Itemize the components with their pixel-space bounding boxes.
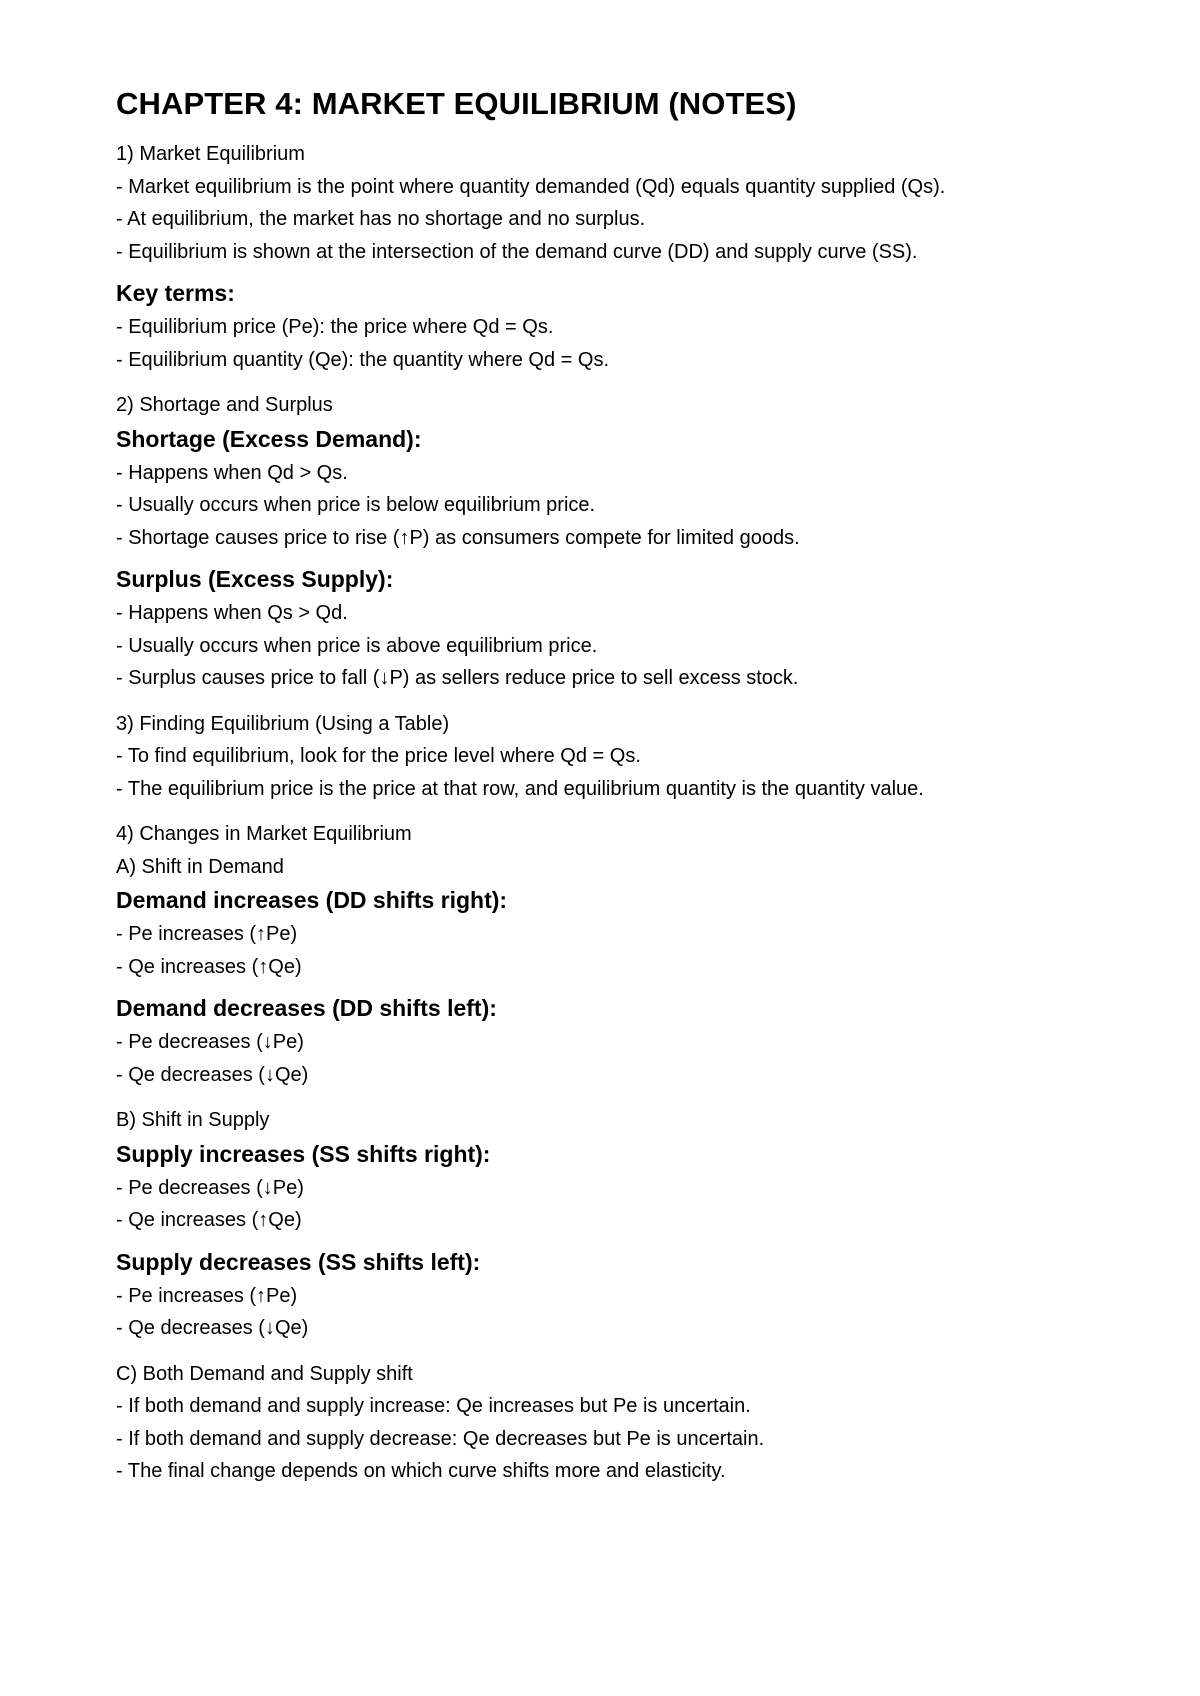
section-heading: 1) Market Equilibrium [116, 143, 305, 165]
subheading-surplus: Surplus (Excess Supply): [116, 566, 394, 592]
note-line: - The final change depends on which curve shifts more and elasticity. [116, 1460, 726, 1482]
note-line: - Qe increases (↑Qe) [116, 1209, 302, 1231]
note-line: - Pe increases (↑Pe) [116, 1284, 298, 1307]
note-line: - Shortage causes price to rise (↑P) as consumers compete for limited goods. [116, 526, 800, 549]
note-line: - Surplus causes price to fall (↓P) as sellers reduce price to sell excess stock. [116, 667, 799, 689]
subheading-demand-increases: Demand increases (DD shifts right): [116, 887, 508, 913]
page-title: CHAPTER 4: MARKET EQUILIBRIUM (NOTES) [116, 86, 797, 121]
note-line: - Qe decreases (↓Qe) [116, 1317, 309, 1339]
note-line: - Qe decreases (↓Qe) [116, 1063, 309, 1086]
note-line: - Equilibrium is shown at the intersection of the demand curve (DD) and supply curve (SS). [116, 240, 918, 263]
section-heading: 4) Changes in Market Equilibrium [116, 823, 412, 845]
note-line: - Usually occurs when price is below equilibrium price. [116, 494, 596, 516]
note-line: - Pe increases (↑Pe) [116, 923, 298, 945]
section-heading: 3) Finding Equilibrium (Using a Table) [116, 712, 450, 735]
subheading-supply-increases: Supply increases (SS shifts right): [116, 1140, 491, 1167]
sub-section-heading: C) Both Demand and Supply shift [116, 1362, 413, 1385]
note-line: - Equilibrium quantity (Qe): the quantity where Qd = Qs. [116, 348, 609, 371]
sub-section-heading: A) Shift in Demand [116, 855, 284, 878]
note-line: - Usually occurs when price is above equilibrium price. [116, 634, 598, 657]
note-line: - Happens when Qd > Qs. [116, 461, 348, 484]
note-line: - To find equilibrium, look for the price level where Qd = Qs. [116, 745, 641, 767]
note-line: - Equilibrium price (Pe): the price where Qd = Qs. [116, 316, 554, 338]
note-line: - Market equilibrium is the point where quantity demanded (Qd) equals quantity supplied (Qs). [116, 175, 946, 198]
note-line: - Qe increases (↑Qe) [116, 955, 302, 978]
note-line: - Pe decreases (↓Pe) [116, 1031, 304, 1053]
note-line: - At equilibrium, the market has no shortage and no surplus. [116, 208, 646, 230]
section-heading: 2) Shortage and Surplus [116, 394, 333, 416]
note-line: - If both demand and supply increase: Qe increases but Pe is uncertain. [116, 1395, 751, 1417]
subheading-demand-decreases: Demand decreases (DD shifts left): [116, 995, 497, 1021]
sub-section-heading: B) Shift in Supply [116, 1109, 270, 1131]
note-line: - Pe decreases (↓Pe) [116, 1176, 304, 1199]
document-page [116, 82, 1116, 1488]
note-line: - The equilibrium price is the price at that row, and equilibrium quantity is the quantity value. [116, 777, 924, 800]
subheading-supply-decreases: Supply decreases (SS shifts left): [116, 1248, 481, 1275]
note-line: - If both demand and supply decrease: Qe decreases but Pe is uncertain. [116, 1427, 765, 1450]
subheading-key-terms: Key terms: [116, 280, 235, 306]
subheading-shortage: Shortage (Excess Demand): [116, 425, 422, 452]
note-line: - Happens when Qs > Qd. [116, 602, 348, 624]
